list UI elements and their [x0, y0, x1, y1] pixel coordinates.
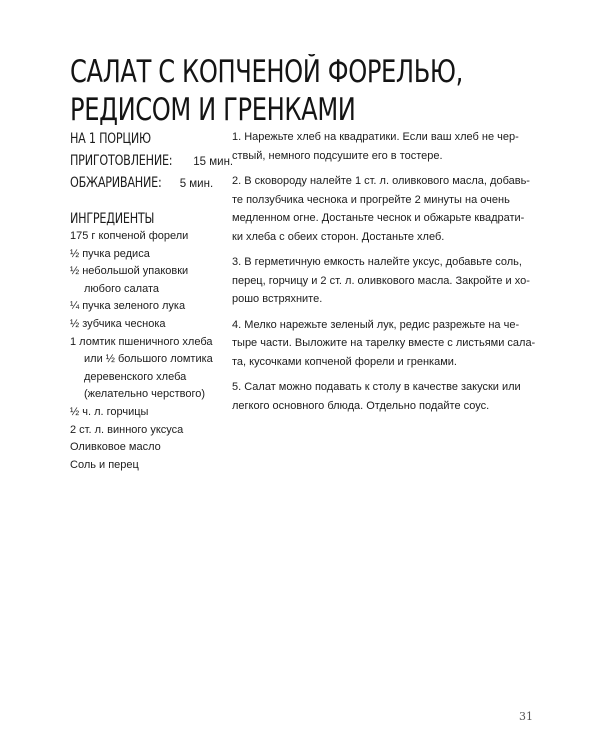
ingredient-line: 2 ст. л. винного уксуса	[70, 423, 184, 436]
recipe-title-line-1: САЛАТ С КОПЧЕНОЙ ФОРЕЛЬЮ,	[70, 53, 463, 90]
ingredient-line: или ½ большого ломтика	[84, 353, 213, 366]
step-line: медленном огне. Достаньте чеснок и обжарьте квадрати-	[232, 212, 525, 224]
page-number: 31	[519, 710, 533, 723]
servings-label: НА 1 ПОРЦИЮ	[70, 131, 151, 147]
ingredient-line: ½ небольшой упаковки	[70, 265, 189, 278]
fry-time-label: ОБЖАРИВАНИЕ:	[70, 175, 162, 191]
ingredient-line: Оливковое масло	[70, 441, 161, 454]
prep-time-value: 15 мин.	[193, 156, 234, 168]
step-line: 3. В герметичную емкость налейте уксус, добавьте соль,	[232, 256, 522, 268]
ingredient-line: 175 г копченой форели	[70, 230, 189, 242]
ingredient-line: деревенского хлеба	[84, 370, 187, 383]
ingredient-line: ½ ч. л. горчицы	[70, 405, 149, 418]
prep-time-label: ПРИГОТОВЛЕНИЕ:	[70, 153, 173, 169]
step-1	[232, 128, 532, 165]
ingredient-line: 1 ломтик пшеничного хлеба	[70, 335, 213, 348]
step-line: 5. Салат можно подавать к столу в качестве закуски или	[232, 381, 521, 393]
step-line: тыре части. Выложите на тарелку вместе с листьями сала-	[232, 337, 536, 349]
step-4	[232, 316, 536, 372]
step-line: 4. Мелко нарежьте зеленый лук, редис разрежьте на че-	[232, 318, 520, 331]
ingredient-line: ¼ пучка зеленого лука	[70, 300, 186, 313]
ingredients-heading: ИНГРЕДИЕНТЫ	[70, 211, 155, 227]
step-line: легкого основного блюда. Отдельно подайте соус.	[232, 399, 490, 412]
ingredients-list	[70, 228, 230, 474]
fry-time-value: 5 мин.	[179, 178, 214, 190]
step-2	[232, 172, 532, 246]
ingredient-line: ½ пучка редиса	[70, 247, 150, 260]
instructions-column	[232, 128, 536, 422]
step-3	[232, 253, 532, 309]
step-line: ки хлеба с обеих сторон. Достаньте хлеб.	[232, 230, 445, 243]
step-line: рошо встряхните.	[232, 293, 323, 305]
servings	[70, 128, 230, 150]
prep-time	[70, 150, 234, 172]
ingredient-line: Соль и перец	[70, 458, 139, 471]
step-line: ствый, немного подсушите его в тостере.	[232, 149, 443, 162]
recipe-info-column	[70, 128, 234, 474]
step-5	[232, 378, 532, 415]
step-line: та, кусочками копченой форели и гренками.	[232, 355, 457, 368]
ingredient-line: (желательно черствого)	[84, 388, 206, 401]
step-line: 2. В сковороду налейте 1 ст. л. оливкового масла, добавь-	[232, 175, 530, 187]
ingredient-line: любого салата	[84, 282, 159, 295]
step-line: те ползубчика чеснока и прогрейте 2 минуты на очень	[232, 193, 510, 206]
fry-time	[70, 172, 230, 194]
step-line: 1. Нарежьте хлеб на квадратики. Если ваш хлеб не чер-	[232, 131, 519, 143]
step-line: перец, горчицу и 2 ст. л. оливкового масла. Закройте и хо-	[232, 274, 530, 287]
ingredients-heading-row	[70, 208, 230, 228]
recipe-title	[70, 53, 463, 129]
ingredient-line: ½ зубчика чеснока	[70, 317, 166, 330]
recipe-title-line-2: РЕДИСОМ И ГРЕНКАМИ	[70, 91, 356, 128]
